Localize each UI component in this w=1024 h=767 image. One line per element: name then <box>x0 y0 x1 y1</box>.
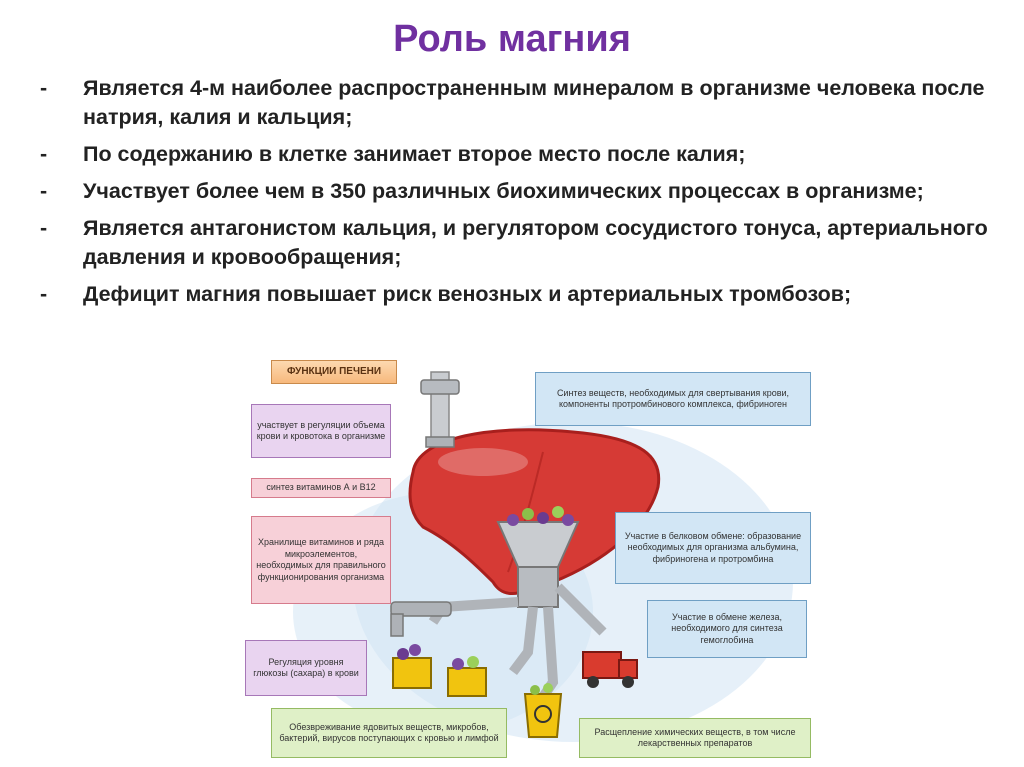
bullet-item <box>40 74 990 132</box>
liver-functions-diagram <box>243 352 823 764</box>
funnel-bead <box>522 508 534 520</box>
funnel-bead <box>552 506 564 518</box>
bin-bead <box>397 648 409 660</box>
truck-wheel <box>587 676 599 688</box>
hazard-bin <box>525 694 561 737</box>
funnel-bead <box>562 514 574 526</box>
function-box-coagulation: Синтез веществ, необходимых для свертывания крови, компоненты протромбинового комплекса, фибриноген <box>535 372 811 426</box>
bin-bead <box>452 658 464 670</box>
function-box-detoxification: Обезвреживание ядовитых веществ, микробов, бактерий, вирусов поступающих с кровью и лимфой <box>271 708 507 758</box>
bin-bead <box>467 656 479 668</box>
function-box-iron-metabolism: Участие в обмене железа, необходимого для синтеза гемоглобина <box>647 600 807 658</box>
bin-bead <box>543 683 553 693</box>
function-box-vitamin-storage: Хранилище витаминов и ряда микроэлементов, необходимых для правильного функционирования организма <box>251 516 391 604</box>
bullet-marker: - <box>40 179 48 203</box>
bullet-item <box>40 140 990 169</box>
bullet-text: Является антагонистом кальция, и регулятором сосудистого тонуса, артериального давления и кровообращения; <box>83 216 988 269</box>
bullet-text: Является 4-м наиболее распространенным минералом в организме человека после натрия, калия и кальция; <box>83 76 985 129</box>
bin-bead <box>530 685 540 695</box>
bullet-text: По содержанию в клетке занимает второе место после калия; <box>83 142 746 166</box>
yellow-bin <box>393 658 431 688</box>
truck-body <box>583 652 621 678</box>
function-box-vitamin-synthesis: синтез витаминов А и В12 <box>251 478 391 498</box>
funnel-body <box>518 567 558 607</box>
faucet-spout <box>391 614 403 636</box>
bullet-marker: - <box>40 216 48 240</box>
function-box-glucose: Регуляция уровня глюкозы (сахара) в крови <box>245 640 367 696</box>
bullet-item <box>40 280 990 309</box>
functions-header: ФУНКЦИИ ПЕЧЕНИ <box>271 360 397 384</box>
bullet-marker: - <box>40 142 48 166</box>
bullet-marker: - <box>40 282 48 306</box>
liver-highlight <box>438 448 528 476</box>
function-box-protein-metabolism: Участие в белковом обмене: образование необходимых для организма альбумина, фибриногена и протромбина <box>615 512 811 584</box>
bullet-marker: - <box>40 76 48 100</box>
bin-bead <box>409 644 421 656</box>
top-valve <box>421 380 459 394</box>
truck-wheel <box>622 676 634 688</box>
bullet-text: Участвует более чем в 350 различных биохимических процессах в организме; <box>83 179 924 203</box>
bullet-item <box>40 177 990 206</box>
bullet-item <box>40 214 990 272</box>
slide-title: Роль магния <box>393 18 631 60</box>
funnel-bead <box>537 512 549 524</box>
function-box-blood-volume: участвует в регуляции объема крови и кровотока в организме <box>251 404 391 458</box>
yellow-bin <box>448 668 486 696</box>
bullet-list <box>40 74 990 317</box>
function-box-drug-breakdown: Расщепление химических веществ, в том числе лекарственных препаратов <box>579 718 811 758</box>
bullet-text: Дефицит магния повышает риск венозных и артериальных тромбозов; <box>83 282 852 306</box>
funnel-bead <box>507 514 519 526</box>
truck-cab <box>619 660 637 678</box>
top-pipe-cap <box>426 437 454 447</box>
